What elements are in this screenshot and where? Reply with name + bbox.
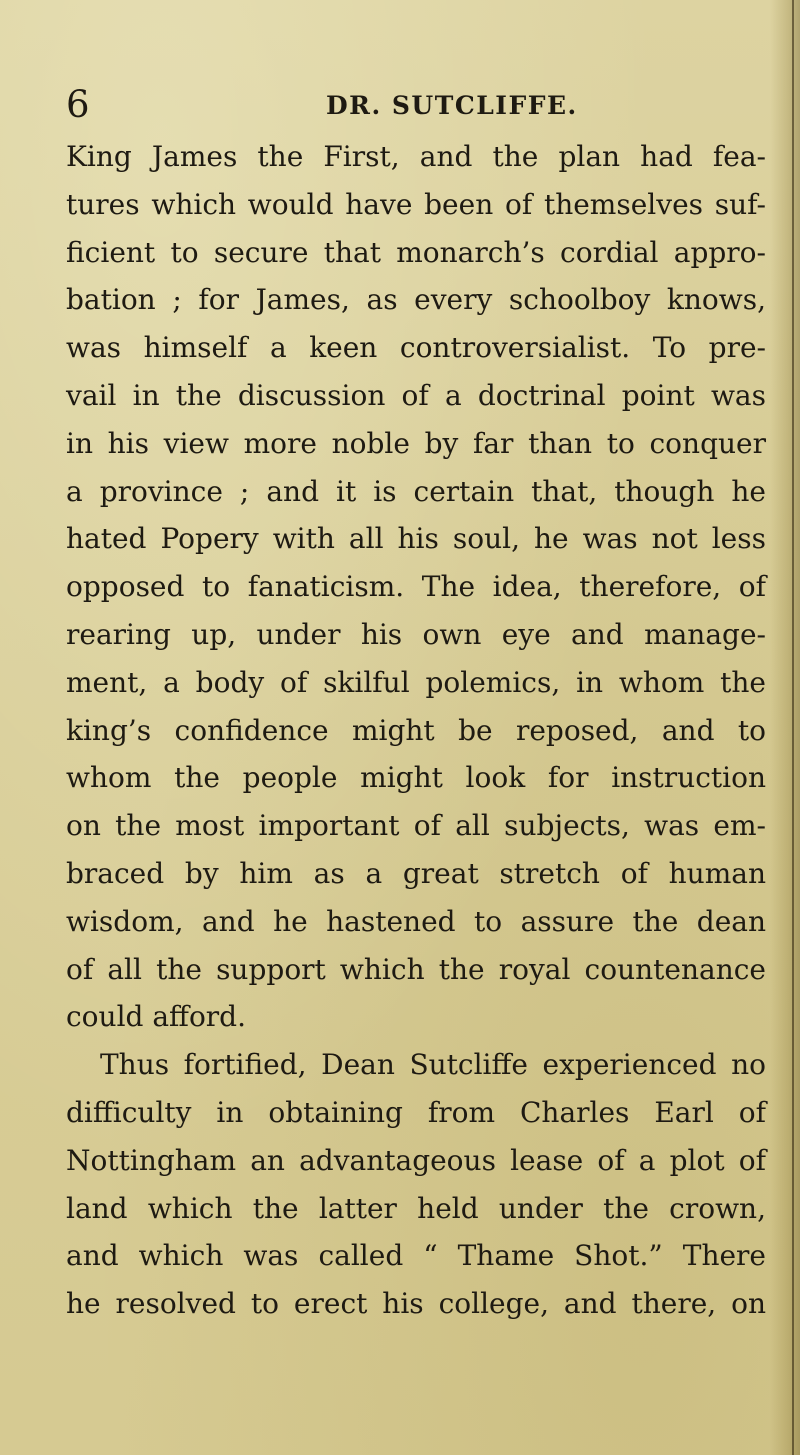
text-line: whom the people might look for instruction <box>66 761 766 795</box>
page-edge-shadow <box>770 0 800 1455</box>
text-line: tures which would have been of themselves suf- <box>66 187 766 221</box>
text-line: bation ; for James, as every schoolboy knows, <box>66 283 766 317</box>
page-number: 6 <box>66 83 90 126</box>
text-line: wisdom, and he hastened to assure the dean <box>66 904 766 938</box>
text-line: was himself a keen controversialist. To pre- <box>66 331 766 365</box>
body-text <box>66 133 766 1328</box>
paragraph-first-line: Thus fortified, Dean Sutcliffe experienced no <box>100 1048 766 1082</box>
text-line: and which was called “ Thame Shot.” There <box>66 1239 766 1273</box>
text-line: on the most important of all subjects, was em- <box>66 809 766 843</box>
text-line: of all the support which the royal countenance <box>66 952 766 986</box>
text-line: ment, a body of skilful polemics, in whom the <box>66 665 766 699</box>
running-head <box>66 84 756 126</box>
text-line: difficulty in obtaining from Charles Earl of <box>66 1095 766 1129</box>
text-line: he resolved to erect his college, and there, on <box>66 1287 766 1321</box>
text-line: opposed to fanaticism. The idea, therefore, of <box>66 570 766 604</box>
text-line: braced by him as a great stretch of human <box>66 856 766 890</box>
text-line: ficient to secure that monarch’s cordial appro- <box>66 235 766 269</box>
text-line: king’s confidence might be reposed, and to <box>66 713 766 747</box>
running-head-title: DR. SUTCLIFFE. <box>326 91 578 120</box>
text-line: Nottingham an advantageous lease of a plot of <box>66 1143 766 1177</box>
text-line: vail in the discussion of a doctrinal point was <box>66 378 766 412</box>
paragraph-end-line: could afford. <box>66 1000 247 1034</box>
text-line: land which the latter held under the crown, <box>66 1191 766 1225</box>
text-line: rearing up, under his own eye and manage- <box>66 617 766 651</box>
text-line: King James the First, and the plan had fea- <box>66 140 766 173</box>
text-line: hated Popery with all his soul, he was not less <box>66 522 766 556</box>
page-edge-line <box>792 0 794 1455</box>
text-line: a province ; and it is certain that, though he <box>66 474 766 508</box>
text-line: in his view more noble by far than to conquer <box>66 426 766 460</box>
